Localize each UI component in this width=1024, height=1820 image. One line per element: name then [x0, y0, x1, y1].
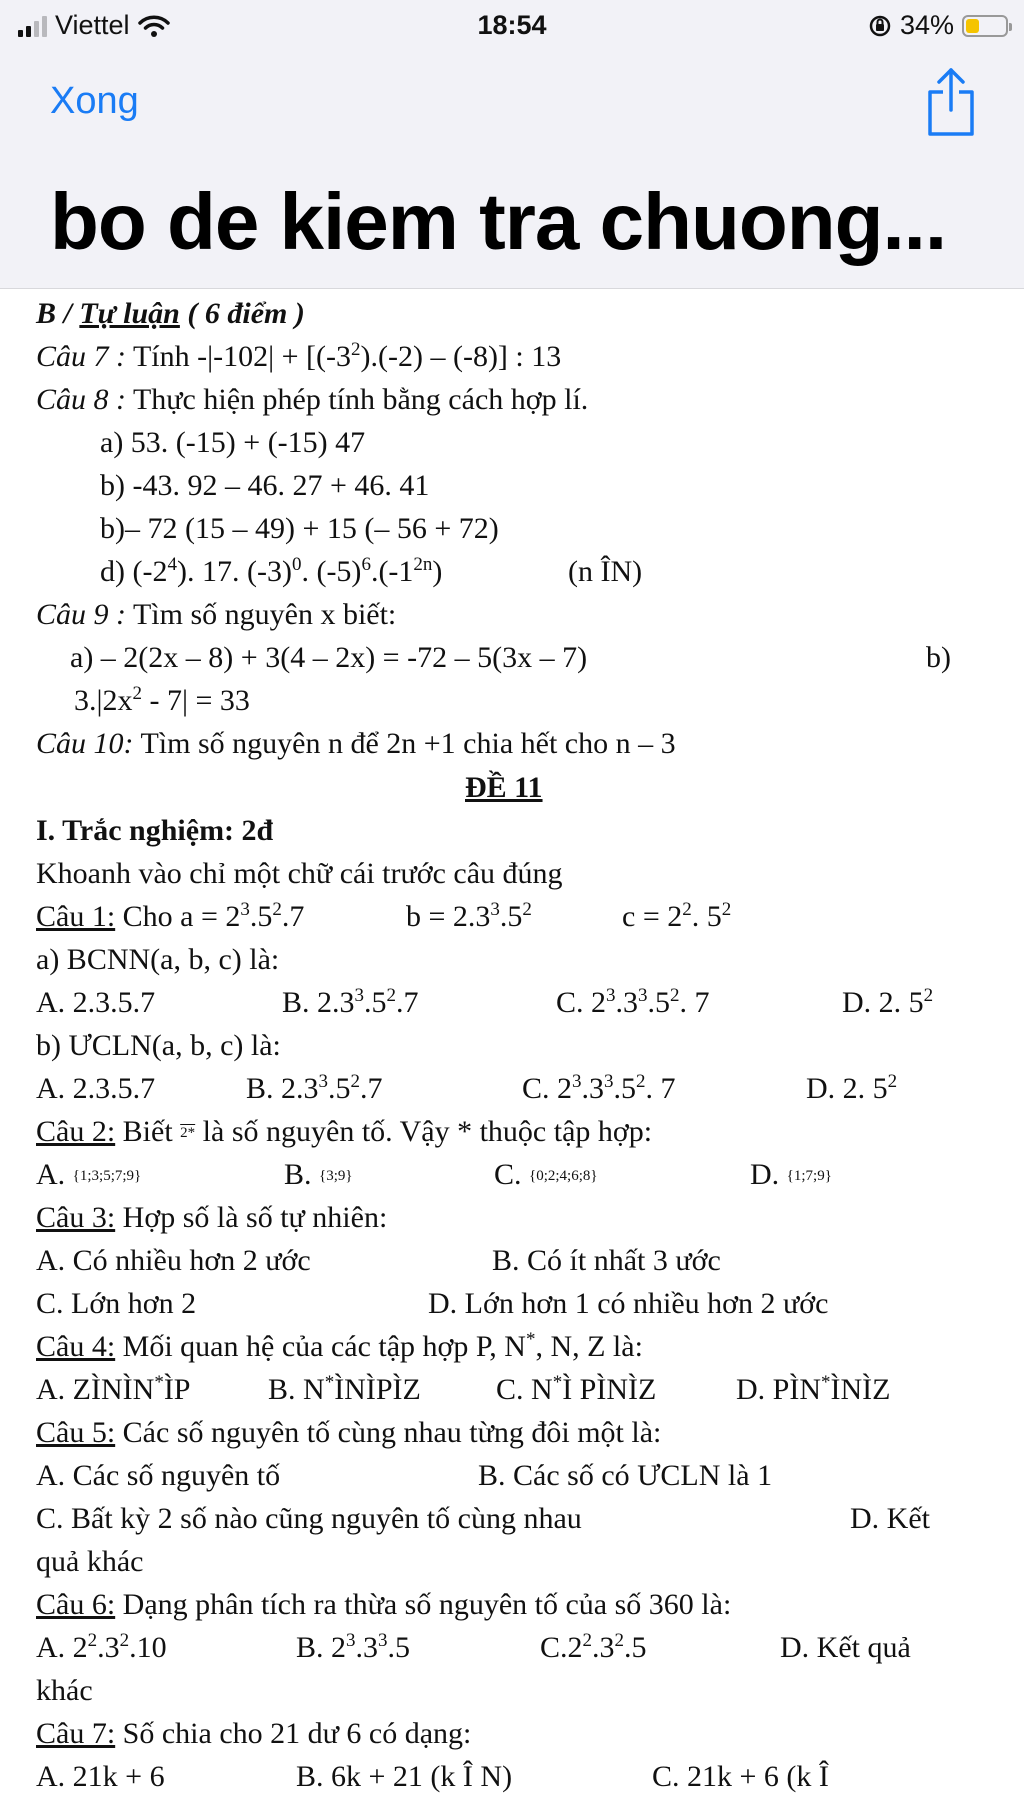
doc-line-17-c: C. $2^3.3^3.5^2$. 7: [556, 985, 710, 1019]
doc-line-26-d: D. PÌN*ÌNÌZ: [736, 1372, 891, 1406]
doc-line-17-a: A. 2.3.5.7: [36, 986, 156, 1019]
doc-line-23-a: A. Có nhiều hơn 2 ước: [36, 1244, 311, 1277]
page-title: bo de kiem tra chuong...: [50, 177, 947, 266]
doc-line-18: b) ƯCLN(a, b, c) là:: [36, 1029, 281, 1062]
doc-line-35-b: B. 6k + 21 (k Î N): [296, 1760, 513, 1793]
doc-line-28-b: B. Các số có ƯCLN là 1: [478, 1459, 773, 1492]
doc-line-26-b: B. N*ÌNÌPÌZ: [268, 1372, 421, 1406]
doc-line-2: Câu 7 : Tính $-|-102| + [(-3^2).(-2) - (-8)]$ : 13: [36, 339, 562, 373]
doc-line-29-a: C. Bất kỳ 2 số nào cũng nguyên tố cùng nhau: [36, 1502, 582, 1535]
doc-line-7: d) $(-2^4)$. 17. $(-3)^0$. $(-5)^6.(-1^{2n})$: [100, 554, 443, 588]
doc-line-25: Câu 4: Mối quan hệ của các tập hợp P, N*, N, Z là:: [36, 1329, 643, 1363]
doc-line-7-note: (n ÎN): [568, 555, 643, 588]
doc-line-4: a) 53. (-15) + (-15) 47: [100, 426, 366, 459]
doc-line-17-b: B. $2.3^3.5^2.7$: [282, 985, 419, 1019]
doc-line-30: quả khác: [36, 1545, 144, 1578]
battery-group: [868, 10, 1008, 41]
done-button[interactable]: Xong: [50, 80, 139, 122]
doc-line-29-b: D. Kết: [850, 1502, 930, 1535]
doc-line-5: b) -43. 92 – 46. 27 + 46. 41: [100, 469, 430, 502]
doc-line-35-a: A. 21k + 6: [36, 1760, 165, 1793]
doc-line-32-b: B. $2^3.3^3.5$: [296, 1630, 411, 1664]
doc-line-35-c: C. 21k + 6 (k Î: [652, 1760, 829, 1793]
doc-line-19-d: D. 2. $5^2$: [806, 1071, 898, 1105]
doc-line-17-d: D. 2. $5^2$: [842, 985, 934, 1019]
doc-line-22: Câu 3: Hợp số là số tự nhiên:: [36, 1201, 388, 1234]
doc-line-27: Câu 5: Các số nguyên tố cùng nhau từng đôi một là:: [36, 1416, 662, 1449]
doc-line-32-d: D. Kết quả: [780, 1631, 911, 1664]
doc-line-33: khác: [36, 1674, 93, 1707]
doc-line-31: Câu 6: Dạng phân tích ra thừa số nguyên tố của số 360 là:: [36, 1588, 732, 1621]
doc-line-11: Câu 10: Tìm số nguyên n để 2n +1 chia hết cho n – 3: [36, 727, 676, 760]
battery-percent: 34%: [899, 10, 954, 40]
doc-line-1: B / Tự luận ( 6 điểm ): [36, 297, 305, 330]
share-icon[interactable]: [926, 66, 976, 138]
doc-line-15: Câu 1: Cho $a = 2^3.5^2.7$: [36, 899, 305, 933]
doc-line-13: I. Trắc nghiệm: 2đ: [36, 814, 274, 847]
doc-line-15-b: $b = 2.3^3.5^2$: [406, 899, 532, 933]
doc-line-32-a: A. $2^2.3^2.10$: [36, 1630, 167, 1664]
doc-heading-de-11: ĐỀ 11: [465, 771, 543, 804]
orientation-lock-icon: [868, 14, 892, 38]
doc-line-9: a) – 2(2x – 8) + 3(4 – 2x) = -72 – 5(3x – 7): [70, 641, 588, 674]
status-time: 18:54: [477, 10, 547, 40]
doc-line-26-c: C. N*Ì PÌNÌZ: [496, 1372, 657, 1406]
document-content: [0, 289, 1024, 1820]
doc-line-21-a: A. {1;3;5;7;9}: [36, 1158, 142, 1191]
carrier-name: Viettel: [55, 10, 130, 40]
doc-line-15-c: $c = 2^2$. $5^2$: [622, 899, 732, 933]
doc-line-10: $3.|2x^2 - 7| = 33$: [74, 683, 250, 717]
doc-line-21-d: D. {1;7;9}: [750, 1158, 832, 1191]
doc-line-8: Câu 9 : Tìm số nguyên x biết:: [36, 598, 397, 631]
doc-line-9-b: b): [926, 641, 951, 674]
doc-line-16: a) BCNN(a, b, c) là:: [36, 943, 280, 976]
doc-line-21-b: B. {3;9}: [284, 1158, 353, 1191]
status-bar: [0, 0, 1024, 52]
browser-chrome: [0, 0, 1024, 289]
doc-line-28-a: A. Các số nguyên tố: [36, 1459, 281, 1492]
doc-line-20: Câu 2: Biết 2* là số nguyên tố. Vậy * thuộc tập hợp:: [36, 1115, 653, 1148]
doc-line-3: Câu 8 : Thực hiện phép tính bằng cách hợp lí.: [36, 383, 589, 416]
doc-line-21-c: C. {0;2;4;6;8}: [494, 1158, 598, 1191]
doc-line-26-a: A. ZÌNÌN*ÌP: [36, 1372, 191, 1406]
doc-line-32-c: $C.2^2.3^2.5$: [540, 1630, 647, 1664]
doc-line-6: b)– 72 (15 – 49) + 15 (– 56 + 72): [100, 512, 499, 545]
doc-line-19-a: A. 2.3.5.7: [36, 1072, 156, 1105]
doc-line-19-b: B. $2.3^3.5^2.7$: [246, 1071, 383, 1105]
doc-line-24-b: D. Lớn hơn 1 có nhiều hơn 2 ước: [428, 1287, 829, 1320]
doc-line-23-b: B. Có ít nhất 3 ước: [492, 1244, 721, 1277]
doc-line-19-c: C. $2^3.3^3.5^2$. 7: [522, 1071, 676, 1105]
battery-icon: [962, 15, 1008, 37]
doc-line-14: Khoanh vào chỉ một chữ cái trước câu đúng: [36, 857, 563, 890]
doc-line-34: Câu 7: Số chia cho 21 dư 6 có dạng:: [36, 1717, 472, 1750]
doc-line-24-a: C. Lớn hơn 2: [36, 1287, 197, 1320]
